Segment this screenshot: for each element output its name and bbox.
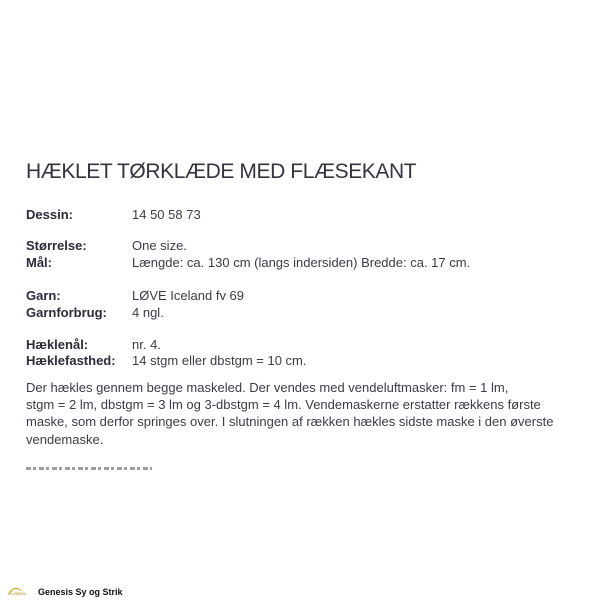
page-title: HÆKLET TØRKLÆDE MED FLÆSEKANT	[26, 160, 417, 183]
paragraph-line: vendemaske.	[26, 431, 104, 447]
spec-value: 4 ngl.	[132, 305, 164, 320]
spec-label: Dessin:	[26, 207, 73, 222]
paragraph-line: Der hækles gennem begge maskeled. Der vendes med vendeluftmasker: fm = 1 lm,	[26, 380, 509, 395]
spec-value: nr. 4.	[132, 337, 161, 352]
spec-label: Garnforbrug:	[26, 305, 107, 320]
spec-value: One size.	[132, 238, 187, 253]
spec-value: 14 50 58 73	[132, 207, 201, 222]
spec-value: LØVE Iceland fv 69	[132, 288, 245, 303]
cropped-text-fragment	[26, 463, 152, 470]
spec-row-haeklefasthed	[26, 353, 307, 369]
spec-label: Garn:	[26, 288, 61, 303]
spec-value: 14 stgm eller dbstgm = 10 cm.	[132, 353, 307, 368]
spec-row-garnforbrug	[26, 305, 164, 321]
spec-label: Størrelse:	[26, 238, 87, 253]
genesis-logo-icon	[6, 586, 34, 598]
footer-brand	[6, 585, 123, 599]
spec-value: Længde: ca. 130 cm (langs indersiden) Bredde: ca. 17 cm.	[132, 255, 471, 270]
spec-row-garn	[26, 288, 244, 304]
spec-label: Mål:	[26, 255, 52, 270]
spec-row-maal	[26, 255, 470, 271]
footer-brand-name[interactable]: Genesis Sy og Strik	[38, 587, 123, 597]
spec-row-stoerrelse	[26, 238, 187, 254]
paragraph-line: maske, som derfor springes over. I slutningen af rækken hækles sidste maske i den øverste	[26, 414, 554, 430]
spec-row-haeklenaal	[26, 337, 161, 353]
spec-label: Hæklenål:	[26, 337, 89, 352]
spec-label: Hæklefasthed:	[26, 353, 116, 368]
instructions-paragraph	[26, 379, 586, 448]
paragraph-line: stgm = 2 lm, dbstgm = 3 lm og 3-dbstgm = 4 lm. Vendemaskerne erstatter rækkens første	[26, 397, 541, 413]
logo-text: Genesis	[10, 592, 26, 597]
spec-row-dessin	[26, 207, 201, 223]
